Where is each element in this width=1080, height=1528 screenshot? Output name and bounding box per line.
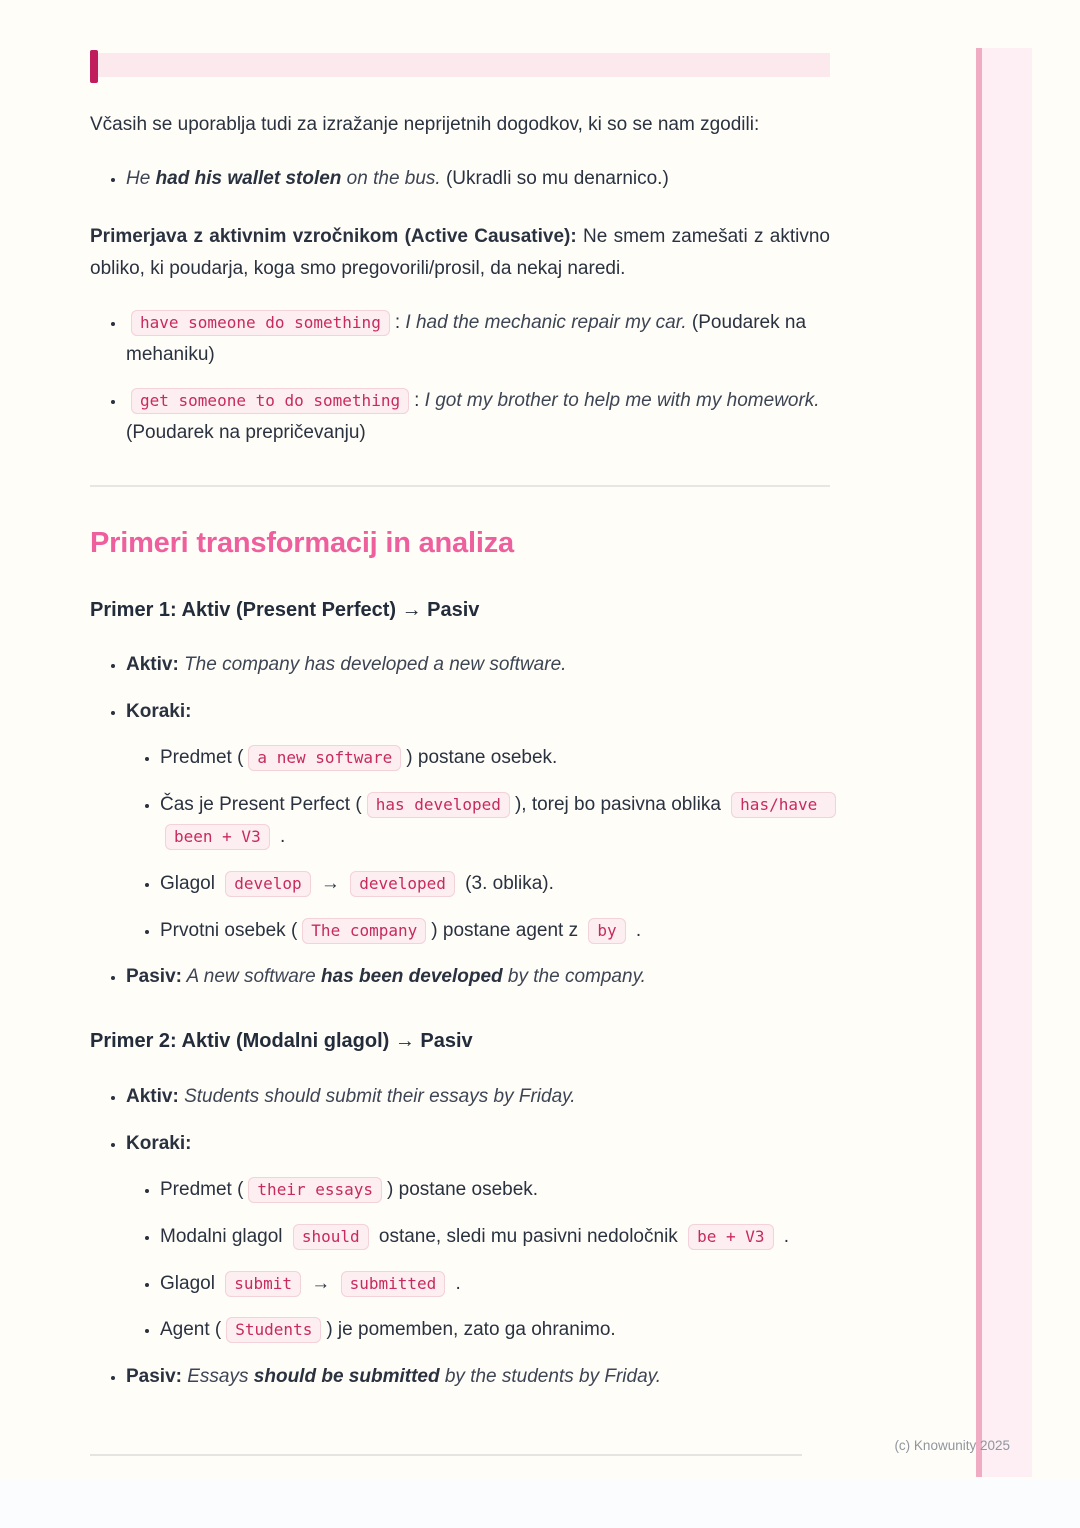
text-segment: → — [306, 1272, 336, 1294]
rich-text — [160, 794, 841, 847]
text-segment: I got my brother to help me with my homework. — [424, 390, 820, 412]
copyright-watermark: (c) Knowunity 2025 — [894, 1438, 1010, 1453]
koraki-block — [126, 696, 830, 946]
code-chip: should — [293, 1224, 369, 1250]
rich-text — [160, 873, 554, 894]
text-segment: Essays — [181, 1366, 254, 1388]
text-segment: Agent ( — [160, 1319, 222, 1341]
code-chip: has developed — [367, 792, 510, 818]
koraki-label: Koraki: — [126, 1132, 192, 1154]
text-segment: (Poudarek na mehaniku) — [126, 311, 807, 365]
rich-text — [160, 1226, 789, 1247]
koraki-label: Koraki: — [126, 701, 192, 722]
text-segment: . — [778, 1225, 790, 1247]
code-chip: submit — [225, 1271, 301, 1297]
text-segment: (3. oblika). — [459, 872, 554, 894]
text-segment: Modalni glagol — [160, 1225, 288, 1247]
content-column — [90, 0, 830, 1393]
text-segment: by the company. — [502, 966, 646, 988]
text-segment: (Poudarek na prepričevanju) — [126, 422, 366, 444]
text-segment: Pasiv: — [126, 1366, 182, 1388]
text-segment: The company has developed a new software. — [178, 654, 567, 676]
text-segment: by the students by Friday. — [439, 1366, 662, 1388]
rich-text — [126, 966, 646, 987]
text-segment: had his wallet stolen — [155, 167, 342, 189]
code-chip: develop — [225, 871, 310, 897]
comparison-lead-bold: Primerjava z aktivnim vzročnikom (Active Causative): — [90, 225, 577, 247]
code-chip: by — [588, 918, 625, 944]
intro-paragraph: Včasih se uporablja tudi za izražanje neprijetnih dogodkov, ki so se nam zgodili: — [90, 114, 760, 135]
code-chip: The company — [302, 918, 426, 944]
step-item — [160, 1221, 830, 1253]
text-segment: . — [274, 825, 286, 847]
rich-text — [126, 1086, 576, 1107]
comparison-lead-rest: Ne smem zamešati z aktivno obliko, ki poudarja, koga smo pregovorili/prosil, da nekaj naredi. — [90, 225, 830, 279]
code-chip: their essays — [248, 1177, 382, 1203]
text-segment: : — [394, 311, 406, 333]
rich-text — [160, 747, 557, 768]
text-segment: ) je pomemben, zato ga ohranimo. — [326, 1319, 616, 1341]
text-segment: I had the mechanic repair my car. — [405, 311, 687, 333]
list-item — [126, 307, 830, 371]
text-segment: Prvotni osebek ( — [160, 919, 298, 941]
text-segment: Aktiv: — [126, 654, 179, 676]
intro-list — [90, 163, 830, 195]
text-segment: Predmet ( — [160, 746, 244, 768]
rich-text — [160, 920, 641, 941]
code-chip: submitted — [341, 1271, 446, 1297]
text-segment: : — [414, 390, 425, 412]
text-segment: ) postane osebek. — [406, 746, 558, 768]
text-segment: Pasiv: — [126, 966, 182, 988]
aktiv-line — [126, 649, 830, 681]
text-segment: on the bus. — [341, 167, 441, 189]
text-segment: Glagol — [160, 872, 221, 894]
right-margin-strip — [976, 48, 1032, 1477]
text-segment: A new software — [181, 966, 322, 988]
quote-block-cutoff — [90, 50, 830, 83]
pasiv-line — [126, 1361, 830, 1393]
rich-text — [126, 168, 669, 189]
example-1-list — [90, 649, 830, 993]
section-divider — [90, 485, 830, 487]
koraki-steps — [126, 1174, 830, 1347]
section-title: Primeri transformacij in analiza — [90, 527, 514, 560]
text-segment: Glagol — [160, 1272, 221, 1294]
rich-text — [126, 390, 820, 443]
rich-text — [126, 312, 806, 365]
code-chip: get someone to do something — [131, 388, 409, 414]
step-item — [160, 915, 830, 947]
comparison-paragraph — [90, 221, 830, 285]
text-segment: ) postane agent z — [431, 919, 584, 941]
text-segment: ) postane osebek. — [387, 1178, 539, 1200]
code-chip: have someone do something — [131, 310, 390, 336]
pasiv-line — [126, 961, 830, 993]
rich-text — [160, 1179, 538, 1200]
list-item — [126, 163, 830, 195]
step-item — [160, 1314, 830, 1346]
code-chip: Students — [226, 1317, 321, 1343]
text-segment: ostane, sledi mu pasivni nedoločnik — [373, 1225, 684, 1247]
text-segment: should be submitted — [253, 1366, 440, 1388]
code-chip: developed — [350, 871, 455, 897]
text-segment: . — [450, 1272, 461, 1294]
quote-background — [98, 53, 830, 77]
step-item — [160, 868, 830, 900]
text-segment: Čas je Present Perfect ( — [160, 793, 362, 815]
quote-accent-bar — [90, 50, 98, 83]
code-chip: has/have been + V3 — [165, 792, 836, 850]
text-segment: He — [126, 167, 156, 189]
step-item — [160, 789, 830, 853]
text-segment: ), torej bo pasivna oblika — [514, 793, 727, 815]
text-segment: Predmet ( — [160, 1178, 244, 1200]
text-segment: (Ukradli so mu denarnico.) — [440, 167, 669, 189]
text-segment: has been developed — [321, 966, 503, 988]
footer-divider — [90, 1454, 802, 1456]
code-chip: a new software — [248, 745, 401, 771]
step-item — [160, 1174, 830, 1206]
text-segment: Aktiv: — [126, 1085, 179, 1107]
code-chip: be + V3 — [688, 1224, 773, 1250]
text-segment: Students should submit their essays by Friday. — [178, 1085, 576, 1107]
example-2-list — [90, 1081, 830, 1393]
step-item — [160, 1268, 830, 1300]
rich-text — [160, 1319, 616, 1340]
example-2-heading: Primer 2: Aktiv (Modalni glagol) → Pasiv — [90, 1030, 473, 1053]
example-1-heading: Primer 1: Aktiv (Present Perfect) → Pasiv — [90, 598, 480, 621]
text-segment: → — [315, 872, 346, 894]
text-segment: . — [630, 919, 642, 941]
koraki-block — [126, 1128, 830, 1347]
rich-text — [126, 654, 566, 675]
comparison-list — [90, 307, 830, 450]
rich-text — [126, 1366, 661, 1387]
step-item — [160, 742, 830, 774]
koraki-steps — [126, 742, 830, 947]
rich-text — [160, 1273, 461, 1294]
list-item — [126, 385, 830, 449]
aktiv-line — [126, 1081, 830, 1113]
